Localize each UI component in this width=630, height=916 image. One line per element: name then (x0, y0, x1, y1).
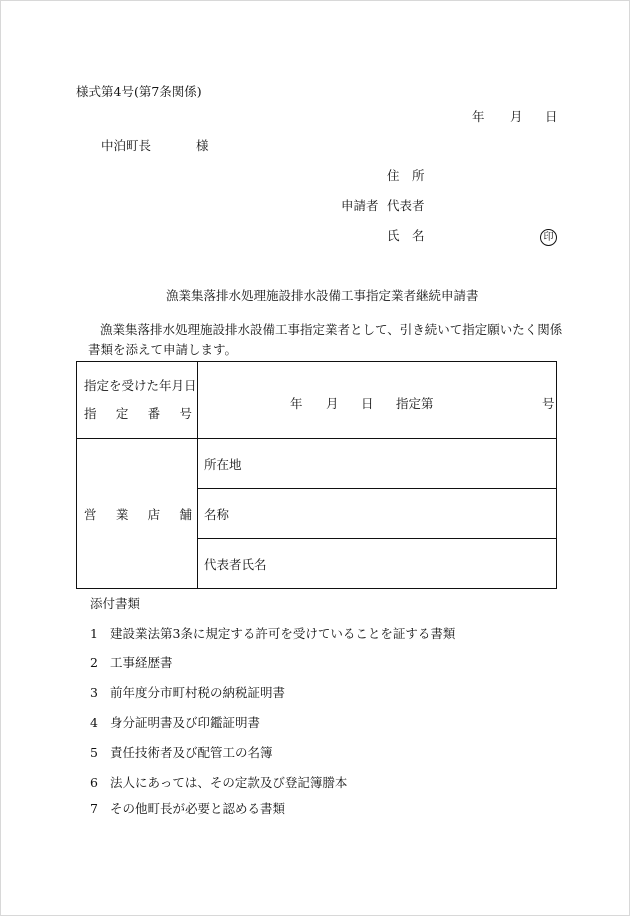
list-item: 3 前年度分市町村税の納税証明書 (90, 685, 285, 700)
designation-date-label: 指定を受けた年月日 (84, 378, 197, 393)
office-label-cell (77, 439, 198, 589)
representative-label: 代表者 (387, 198, 425, 213)
list-item: 5 責任技術者及び配管工の名簿 (90, 745, 273, 760)
name-label: 氏 名 (387, 228, 425, 243)
list-item: 4 身分証明書及び印鑑証明書 (90, 715, 260, 730)
intro-paragraph: 漁業集落排水処理施設排水設備工事指定業者として、引き続いて指定願いたく関係書類を添えて申請します。 (88, 322, 563, 357)
designation-month: 月 (326, 396, 339, 411)
list-item: 1 建設業法第3条に規定する許可を受けていることを証する書類 (90, 626, 456, 641)
designation-suffix: 号 (542, 396, 555, 411)
date-year-label: 年 (472, 109, 485, 124)
document-title: 漁業集落排水処理施設排水設備工事指定業者継続申請書 (166, 288, 479, 303)
office-label: 営 業 店 舗 (84, 506, 192, 522)
addressee-honorific: 様 (196, 138, 209, 153)
date-month-label: 月 (510, 109, 523, 124)
designation-row (77, 362, 557, 439)
seal-mark: 印 (540, 229, 557, 246)
designation-number-label: 指 定 番 号 (84, 406, 192, 421)
list-item: 6 法人にあっては、その定款及び登記簿謄本 (90, 775, 348, 790)
application-table (76, 361, 557, 589)
office-row-location (77, 439, 557, 489)
list-item: 7 その他町長が必要と認める書類 (90, 801, 285, 816)
office-name-cell: 名称 (198, 489, 557, 539)
office-location-cell: 所在地 (198, 439, 557, 489)
attachments-heading: 添付書類 (90, 596, 141, 611)
applicant-label: 申請者 (341, 198, 379, 213)
form-number: 様式第4号(第7条関係) (76, 84, 202, 99)
designation-prefix: 指定第 (396, 396, 434, 411)
designation-value-cell (198, 362, 557, 439)
office-representative-cell: 代表者氏名 (198, 539, 557, 589)
date-day-label: 日 (545, 109, 558, 124)
designation-year: 年 (290, 396, 303, 411)
address-label: 住 所 (387, 168, 425, 183)
addressee-name: 中泊町長 (101, 138, 152, 153)
designation-label-cell (77, 362, 198, 439)
designation-day: 日 (361, 396, 374, 411)
list-item: 2 工事経歴書 (90, 655, 173, 670)
